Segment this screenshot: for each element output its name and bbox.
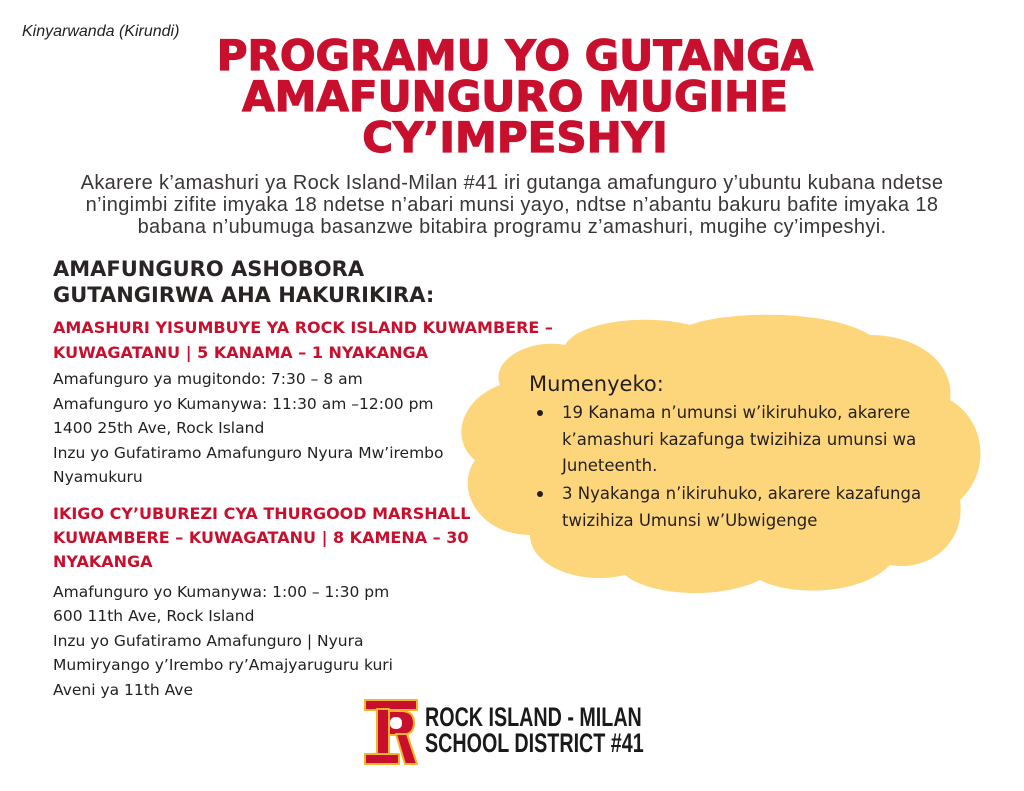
logo-stem: [377, 709, 389, 757]
sites-heading-line: AMAFUNGURO ASHOBORA: [53, 257, 365, 281]
notice-line: 19 Kanama n’umunsi w’ikiruhuko, akarere: [562, 403, 911, 422]
site-details-thurgood-marshall: [53, 580, 393, 703]
breakfast-time: Amafunguro ya mugitondo: 7:30 – 8 am: [53, 370, 363, 388]
notice-heading: Mumenyeko:: [529, 372, 664, 396]
list-item: [536, 481, 921, 534]
site-details-rock-island-high: [53, 367, 444, 490]
district-name: [425, 701, 644, 758]
notice-line: 3 Nyakanga n’ikiruhuko, akarere kazafunga: [562, 484, 922, 503]
intro-line: n’ingimbi zifite imyaka 18 ndetse n’abari munsi yayo, ndtse n’abantu bakuru bafite imyaka 18: [85, 194, 939, 216]
site-address: 600 11th Ave, Rock Island: [53, 607, 255, 625]
site-name-line: KUWAGATANU | 5 KANAMA – 1 NYAKANGA: [53, 343, 429, 362]
language-label: Kinyarwanda (Kirundi): [22, 23, 180, 40]
entrance-note: Inzu yo Gufatiramo Amafunguro | Nyura: [53, 631, 364, 650]
site-name-rock-island-high: [53, 315, 553, 365]
sites-heading: [53, 256, 434, 308]
district-name-line: ROCK ISLAND - MILAN: [425, 701, 642, 732]
logo-r-counter: [390, 717, 402, 729]
site-name-line: KUWAMBERE – KUWAGATANU | 8 KAMENA – 30: [53, 527, 469, 547]
entrance-note: Mumiryango y’Irembo ry’Amajyaruguru kuri: [53, 656, 393, 674]
district-logo-icon: [363, 697, 419, 767]
intro-line: Akarere k’amashuri ya Rock Island-Milan #41 iri gutanga amafunguro y’ubuntu kubana ndetse: [80, 172, 944, 194]
site-name-line: AMASHURI YISUMBUYE YA ROCK ISLAND KUWAMBERE –: [53, 318, 553, 337]
site-name-line: NYAKANGA: [53, 551, 153, 571]
title-line: PROGRAMU YO GUTANGA: [216, 31, 814, 80]
intro-line: babana n’ubumuga basanzwe bitabira programu z’amashuri, mugihe cy’impeshyi.: [137, 216, 887, 238]
lunch-time: Amafunguro yo Kumanywa: 1:00 – 1:30 pm: [53, 582, 390, 601]
bullet-dot: [537, 491, 543, 497]
entrance-note: Nyamukuru: [53, 468, 143, 486]
site-address: 1400 25th Ave, Rock Island: [53, 419, 265, 437]
list-item: [536, 400, 921, 480]
district-name-line: SCHOOL DISTRICT #41: [425, 727, 644, 758]
intro-paragraph: [0, 172, 1024, 238]
bullet-dot: [537, 410, 543, 416]
notice-line: Juneteenth.: [562, 456, 658, 475]
title-line: CY’IMPESHYI: [362, 113, 668, 162]
sites-heading-line: GUTANGIRWA AHA HAKURIKIRA:: [53, 283, 435, 307]
notice-line: k’amashuri kazafunga twizihiza umunsi wa: [562, 429, 917, 449]
title-line: AMAFUNGURO MUGIHE: [242, 72, 788, 121]
notice-line: twizihiza Umunsi w’Ubwigenge: [562, 510, 818, 530]
entrance-note: Aveni ya 11th Ave: [53, 680, 194, 699]
lunch-time: Amafunguro yo Kumanywa: 11:30 am –12:00 pm: [53, 394, 434, 413]
site-name-line: IKIGO CY’UBUREZI CYA THURGOOD MARSHALL: [53, 503, 471, 523]
notice-list: [536, 400, 921, 536]
site-name-thurgood-marshall: [53, 502, 470, 574]
logo-bottom-bar: [365, 754, 399, 764]
entrance-note: Inzu yo Gufatiramo Amafunguro Nyura Mw’irembo: [53, 443, 444, 462]
